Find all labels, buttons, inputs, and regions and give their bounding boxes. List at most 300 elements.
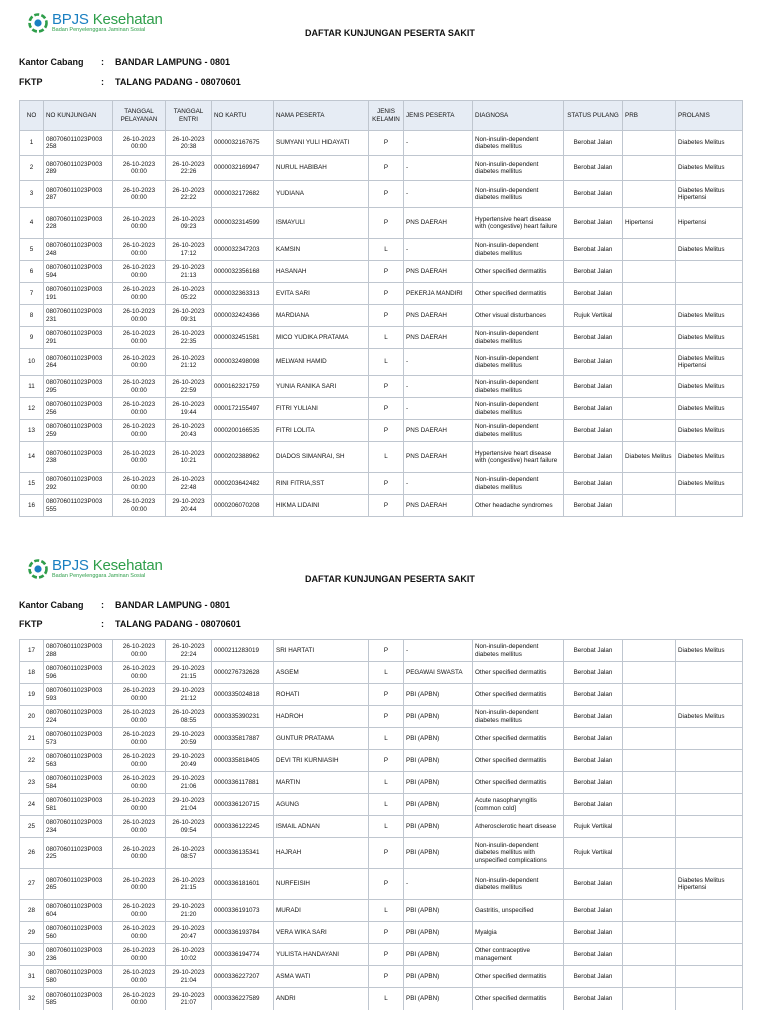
cell-status-pulang: Berobat Jalan [564, 376, 623, 398]
cell-no-kartu: 0000032167675 [212, 131, 274, 156]
table-row [20, 838, 743, 869]
cell-prolanis [676, 988, 743, 1010]
cell-nama-peserta: ISMAYULI [274, 208, 369, 239]
cell-no-kunjungan: 080706011023P003 264 [44, 349, 113, 376]
table-row [20, 208, 743, 239]
cell-diagnosa: Gastritis, unspecified [473, 900, 564, 922]
cell-nama-peserta: DEVI TRI KURNIASIH [274, 750, 369, 772]
cell-no-kartu: 0000202388962 [212, 442, 274, 473]
table-row [20, 376, 743, 398]
cell-no: 30 [20, 944, 44, 966]
cell-prb [623, 473, 676, 495]
cell-no-kartu: 0000032451581 [212, 327, 274, 349]
cell-prb [623, 283, 676, 305]
kantor-cabang-value: BANDAR LAMPUNG - 0801 [115, 600, 231, 610]
cell-nama-peserta: AGUNG [274, 794, 369, 816]
cell-no: 32 [20, 988, 44, 1010]
col-header-jenis-peserta: JENIS PESERTA [404, 101, 473, 131]
cell-tanggal-entri: 29-10-2023 21:04 [166, 794, 212, 816]
cell-jenis-kelamin: P [369, 261, 404, 283]
cell-prolanis [676, 662, 743, 684]
cell-prb [623, 684, 676, 706]
cell-no-kunjungan: 080706011023P003 295 [44, 376, 113, 398]
kantor-cabang-value: BANDAR LAMPUNG - 0801 [115, 57, 231, 67]
cell-no-kartu: 0000335024818 [212, 684, 274, 706]
cell-status-pulang: Berobat Jalan [564, 208, 623, 239]
cell-diagnosa: Hypertensive heart disease with (congestive) heart failure [473, 208, 564, 239]
cell-no: 1 [20, 131, 44, 156]
table-row [20, 420, 743, 442]
table-row [20, 239, 743, 261]
logo-kesehatan-text: Kesehatan [92, 11, 163, 28]
cell-nama-peserta: YUNIA RANIKA SARI [274, 376, 369, 398]
cell-diagnosa: Non-insulin-dependent diabetes mellitus [473, 376, 564, 398]
cell-no: 13 [20, 420, 44, 442]
cell-jenis-peserta: PBI (APBN) [404, 706, 473, 728]
cell-no-kartu: 0000335817887 [212, 728, 274, 750]
cell-jenis-kelamin: P [369, 838, 404, 869]
cell-no: 25 [20, 816, 44, 838]
fktp-line [19, 619, 241, 629]
logo-subtitle: Badan Penyelenggara Jaminan Sosial [52, 27, 146, 33]
cell-tanggal-entri: 26-10-2023 17:12 [166, 239, 212, 261]
cell-diagnosa: Non-insulin-dependent diabetes mellitus [473, 349, 564, 376]
document-title: DAFTAR KUNJUNGAN PESERTA SAKIT [305, 574, 475, 584]
cell-no: 26 [20, 838, 44, 869]
table-row [20, 305, 743, 327]
cell-status-pulang: Berobat Jalan [564, 181, 623, 208]
cell-prolanis: Diabetes Melitus [676, 156, 743, 181]
cell-jenis-peserta: PBI (APBN) [404, 794, 473, 816]
cell-no-kunjungan: 080706011023P003 560 [44, 922, 113, 944]
cell-nama-peserta: GUNTUR PRATAMA [274, 728, 369, 750]
cell-tanggal-pelayanan: 26-10-2023 00:00 [113, 922, 166, 944]
cell-jenis-kelamin: P [369, 706, 404, 728]
kantor-cabang-line [19, 57, 230, 67]
fktp-sep: : [101, 77, 104, 87]
cell-tanggal-pelayanan: 26-10-2023 00:00 [113, 794, 166, 816]
cell-nama-peserta: FITRI YULIANI [274, 398, 369, 420]
cell-jenis-peserta: PEGAWAI SWASTA [404, 662, 473, 684]
fktp-line [19, 77, 241, 87]
col-header-no: NO [20, 101, 44, 131]
cell-jenis-kelamin: P [369, 640, 404, 662]
cell-jenis-peserta: PBI (APBN) [404, 900, 473, 922]
cell-no-kartu: 0000336181601 [212, 869, 274, 900]
cell-tanggal-entri: 26-10-2023 09:23 [166, 208, 212, 239]
cell-diagnosa: Other contraceptive management [473, 944, 564, 966]
table-body-page-1 [20, 131, 743, 517]
cell-jenis-kelamin: P [369, 208, 404, 239]
cell-prolanis [676, 283, 743, 305]
cell-no-kartu: 0000162321759 [212, 376, 274, 398]
cell-nama-peserta: EVITA SARI [274, 283, 369, 305]
cell-no: 12 [20, 398, 44, 420]
cell-no: 23 [20, 772, 44, 794]
cell-jenis-kelamin: L [369, 900, 404, 922]
cell-jenis-kelamin: P [369, 283, 404, 305]
cell-prb [623, 131, 676, 156]
cell-no-kunjungan: 080706011023P003 238 [44, 442, 113, 473]
cell-prolanis: Diabetes Melitus [676, 706, 743, 728]
table-body-page-2 [20, 640, 743, 1010]
cell-no-kartu: 0000276732628 [212, 662, 274, 684]
cell-tanggal-pelayanan: 26-10-2023 00:00 [113, 944, 166, 966]
table-row [20, 495, 743, 517]
cell-tanggal-pelayanan: 26-10-2023 00:00 [113, 966, 166, 988]
cell-no-kartu: 0000032424366 [212, 305, 274, 327]
cell-prb [623, 706, 676, 728]
cell-jenis-peserta: PBI (APBN) [404, 684, 473, 706]
cell-jenis-kelamin: L [369, 239, 404, 261]
cell-tanggal-pelayanan: 26-10-2023 00:00 [113, 208, 166, 239]
cell-jenis-kelamin: P [369, 944, 404, 966]
cell-tanggal-pelayanan: 26-10-2023 00:00 [113, 816, 166, 838]
cell-nama-peserta: NURUL HABIBAH [274, 156, 369, 181]
cell-nama-peserta: MARTIN [274, 772, 369, 794]
cell-no-kunjungan: 080706011023P003 265 [44, 869, 113, 900]
kantor-cabang-line [19, 600, 230, 610]
cell-status-pulang: Berobat Jalan [564, 966, 623, 988]
cell-no-kunjungan: 080706011023P003 585 [44, 988, 113, 1010]
cell-diagnosa: Non-insulin-dependent diabetes mellitus [473, 640, 564, 662]
cell-status-pulang: Berobat Jalan [564, 349, 623, 376]
cell-jenis-kelamin: P [369, 684, 404, 706]
cell-status-pulang: Berobat Jalan [564, 327, 623, 349]
cell-diagnosa: Other visual disturbances [473, 305, 564, 327]
cell-diagnosa: Non-insulin-dependent diabetes mellitus [473, 239, 564, 261]
cell-nama-peserta: KAMSIN [274, 239, 369, 261]
cell-no-kartu: 0000203642482 [212, 473, 274, 495]
cell-jenis-kelamin: L [369, 442, 404, 473]
cell-prb [623, 922, 676, 944]
cell-tanggal-entri: 26-10-2023 21:12 [166, 349, 212, 376]
cell-diagnosa: Atherosclerotic heart disease [473, 816, 564, 838]
cell-tanggal-pelayanan: 26-10-2023 00:00 [113, 706, 166, 728]
cell-prolanis [676, 816, 743, 838]
cell-tanggal-pelayanan: 26-10-2023 00:00 [113, 239, 166, 261]
cell-diagnosa: Other specified dermatitis [473, 283, 564, 305]
cell-tanggal-pelayanan: 26-10-2023 00:00 [113, 442, 166, 473]
cell-diagnosa: Non-insulin-dependent diabetes mellitus [473, 327, 564, 349]
cell-no-kunjungan: 080706011023P003 234 [44, 816, 113, 838]
cell-nama-peserta: ROHATI [274, 684, 369, 706]
cell-prb [623, 420, 676, 442]
cell-tanggal-entri: 29-10-2023 21:20 [166, 900, 212, 922]
cell-tanggal-entri: 26-10-2023 22:35 [166, 327, 212, 349]
cell-jenis-peserta: - [404, 239, 473, 261]
cell-no-kunjungan: 080706011023P003 231 [44, 305, 113, 327]
cell-no: 19 [20, 684, 44, 706]
cell-status-pulang: Berobat Jalan [564, 662, 623, 684]
cell-tanggal-pelayanan: 26-10-2023 00:00 [113, 181, 166, 208]
cell-jenis-kelamin: P [369, 305, 404, 327]
cell-diagnosa: Other specified dermatitis [473, 966, 564, 988]
cell-tanggal-entri: 26-10-2023 22:26 [166, 156, 212, 181]
cell-status-pulang: Berobat Jalan [564, 684, 623, 706]
cell-no: 9 [20, 327, 44, 349]
fktp-sep: : [101, 619, 104, 629]
cell-status-pulang: Berobat Jalan [564, 239, 623, 261]
cell-tanggal-entri: 26-10-2023 20:38 [166, 131, 212, 156]
cell-tanggal-pelayanan: 26-10-2023 00:00 [113, 728, 166, 750]
table-row [20, 349, 743, 376]
cell-status-pulang: Berobat Jalan [564, 869, 623, 900]
cell-no: 27 [20, 869, 44, 900]
cell-tanggal-entri: 29-10-2023 20:49 [166, 750, 212, 772]
cell-no: 24 [20, 794, 44, 816]
cell-prolanis [676, 750, 743, 772]
col-header-nama-peserta: NAMA PESERTA [274, 101, 369, 131]
cell-jenis-kelamin: L [369, 794, 404, 816]
cell-diagnosa: Non-insulin-dependent diabetes mellitus [473, 131, 564, 156]
cell-no-kunjungan: 080706011023P003 555 [44, 495, 113, 517]
cell-status-pulang: Berobat Jalan [564, 922, 623, 944]
cell-diagnosa: Myalgia [473, 922, 564, 944]
cell-diagnosa: Other specified dermatitis [473, 772, 564, 794]
cell-diagnosa: Other specified dermatitis [473, 728, 564, 750]
table-row [20, 442, 743, 473]
cell-tanggal-entri: 26-10-2023 22:22 [166, 181, 212, 208]
cell-prolanis: Diabetes Melitus [676, 640, 743, 662]
cell-nama-peserta: ASMA WATI [274, 966, 369, 988]
cell-prolanis: Diabetes Melitus [676, 398, 743, 420]
cell-nama-peserta: YUDIANA [274, 181, 369, 208]
cell-no-kartu: 0000336194774 [212, 944, 274, 966]
cell-jenis-kelamin: P [369, 750, 404, 772]
cell-diagnosa: Non-insulin-dependent diabetes mellitus [473, 869, 564, 900]
cell-status-pulang: Berobat Jalan [564, 473, 623, 495]
cell-jenis-peserta: - [404, 181, 473, 208]
cell-status-pulang: Berobat Jalan [564, 772, 623, 794]
cell-nama-peserta: FITRI LOLITA [274, 420, 369, 442]
table-row [20, 131, 743, 156]
cell-no-kartu: 0000032363313 [212, 283, 274, 305]
cell-tanggal-pelayanan: 26-10-2023 00:00 [113, 283, 166, 305]
cell-tanggal-pelayanan: 26-10-2023 00:00 [113, 376, 166, 398]
cell-prolanis: Diabetes Melitus Hipertensi [676, 869, 743, 900]
cell-no-kartu: 0000336122245 [212, 816, 274, 838]
cell-jenis-peserta: PNS DAERAH [404, 442, 473, 473]
cell-nama-peserta: YULISTA HANDAYANI [274, 944, 369, 966]
cell-jenis-peserta: PBI (APBN) [404, 728, 473, 750]
cell-tanggal-entri: 26-10-2023 21:15 [166, 869, 212, 900]
cell-no: 4 [20, 208, 44, 239]
cell-no-kunjungan: 080706011023P003 258 [44, 131, 113, 156]
cell-status-pulang: Berobat Jalan [564, 944, 623, 966]
cell-jenis-peserta: PBI (APBN) [404, 838, 473, 869]
col-header-jenis-kelamin: JENIS KELAMIN [369, 101, 404, 131]
kantor-cabang-label: Kantor Cabang [19, 57, 84, 67]
cell-jenis-kelamin: P [369, 966, 404, 988]
cell-nama-peserta: ISMAIL ADNAN [274, 816, 369, 838]
cell-jenis-kelamin: P [369, 473, 404, 495]
col-header-no-kartu: NO KARTU [212, 101, 274, 131]
cell-no: 28 [20, 900, 44, 922]
cell-tanggal-pelayanan: 26-10-2023 00:00 [113, 988, 166, 1010]
cell-jenis-peserta: PBI (APBN) [404, 966, 473, 988]
cell-tanggal-pelayanan: 26-10-2023 00:00 [113, 398, 166, 420]
cell-tanggal-pelayanan: 26-10-2023 00:00 [113, 772, 166, 794]
cell-nama-peserta: VERA WIKA SARI [274, 922, 369, 944]
cell-prolanis: Diabetes Melitus [676, 131, 743, 156]
cell-jenis-peserta: PBI (APBN) [404, 922, 473, 944]
cell-no-kunjungan: 080706011023P003 291 [44, 327, 113, 349]
cell-no-kartu: 0000032347203 [212, 239, 274, 261]
cell-jenis-peserta: - [404, 869, 473, 900]
cell-jenis-peserta: PBI (APBN) [404, 944, 473, 966]
cell-tanggal-entri: 26-10-2023 08:55 [166, 706, 212, 728]
cell-jenis-peserta: - [404, 398, 473, 420]
table-row [20, 988, 743, 1010]
table-row [20, 869, 743, 900]
cell-no-kartu: 0000336135341 [212, 838, 274, 869]
cell-jenis-kelamin: P [369, 398, 404, 420]
cell-jenis-peserta: PNS DAERAH [404, 305, 473, 327]
logo-bpjs-text: BPJS [52, 11, 89, 28]
cell-tanggal-pelayanan: 26-10-2023 00:00 [113, 420, 166, 442]
cell-jenis-kelamin: L [369, 662, 404, 684]
cell-no: 6 [20, 261, 44, 283]
cell-nama-peserta: MICO YUDIKA PRATAMA [274, 327, 369, 349]
table-row [20, 398, 743, 420]
cell-status-pulang: Berobat Jalan [564, 261, 623, 283]
fktp-label: FKTP [19, 77, 43, 87]
cell-tanggal-entri: 29-10-2023 20:47 [166, 922, 212, 944]
cell-prolanis [676, 728, 743, 750]
cell-no-kunjungan: 080706011023P003 593 [44, 684, 113, 706]
cell-no: 18 [20, 662, 44, 684]
cell-no-kunjungan: 080706011023P003 287 [44, 181, 113, 208]
cell-jenis-kelamin: P [369, 181, 404, 208]
cell-prolanis: Diabetes Melitus [676, 420, 743, 442]
cell-nama-peserta: ASGEM [274, 662, 369, 684]
bpjs-logo [28, 558, 163, 580]
cell-no-kunjungan: 080706011023P003 225 [44, 838, 113, 869]
cell-no-kunjungan: 080706011023P003 594 [44, 261, 113, 283]
cell-diagnosa: Non-insulin-dependent diabetes mellitus [473, 398, 564, 420]
cell-no: 20 [20, 706, 44, 728]
logo-subtitle: Badan Penyelenggara Jaminan Sosial [52, 573, 146, 579]
cell-jenis-kelamin: L [369, 816, 404, 838]
cell-tanggal-entri: 29-10-2023 21:04 [166, 966, 212, 988]
cell-no-kunjungan: 080706011023P003 581 [44, 794, 113, 816]
col-header-prb: PRB [623, 101, 676, 131]
cell-status-pulang: Berobat Jalan [564, 988, 623, 1010]
bpjs-logo-icon [28, 13, 48, 33]
cell-tanggal-entri: 29-10-2023 21:13 [166, 261, 212, 283]
table-row [20, 944, 743, 966]
cell-jenis-peserta: PEKERJA MANDIRI [404, 283, 473, 305]
cell-tanggal-pelayanan: 26-10-2023 00:00 [113, 838, 166, 869]
fktp-value: TALANG PADANG - 08070601 [115, 619, 241, 629]
cell-prb [623, 261, 676, 283]
cell-prolanis: Diabetes Melitus [676, 305, 743, 327]
cell-jenis-kelamin: P [369, 376, 404, 398]
cell-no-kunjungan: 080706011023P003 248 [44, 239, 113, 261]
cell-tanggal-pelayanan: 26-10-2023 00:00 [113, 750, 166, 772]
cell-diagnosa: Non-insulin-dependent diabetes mellitus [473, 706, 564, 728]
cell-no-kunjungan: 080706011023P003 573 [44, 728, 113, 750]
cell-tanggal-entri: 29-10-2023 21:15 [166, 662, 212, 684]
cell-prb [623, 156, 676, 181]
cell-tanggal-entri: 29-10-2023 20:59 [166, 728, 212, 750]
cell-prb [623, 239, 676, 261]
table-row [20, 327, 743, 349]
cell-jenis-kelamin: P [369, 131, 404, 156]
cell-no: 11 [20, 376, 44, 398]
cell-diagnosa: Non-insulin-dependent diabetes mellitus with unspecified complications [473, 838, 564, 869]
cell-no: 2 [20, 156, 44, 181]
cell-prolanis [676, 495, 743, 517]
cell-jenis-peserta: PNS DAERAH [404, 420, 473, 442]
cell-no-kunjungan: 080706011023P003 289 [44, 156, 113, 181]
cell-prb [623, 772, 676, 794]
cell-prb [623, 794, 676, 816]
cell-diagnosa: Non-insulin-dependent diabetes mellitus [473, 181, 564, 208]
bpjs-logo [28, 12, 163, 34]
cell-status-pulang: Berobat Jalan [564, 398, 623, 420]
cell-no-kunjungan: 080706011023P003 580 [44, 966, 113, 988]
cell-prb [623, 900, 676, 922]
cell-tanggal-pelayanan: 26-10-2023 00:00 [113, 473, 166, 495]
cell-status-pulang: Berobat Jalan [564, 794, 623, 816]
cell-tanggal-entri: 26-10-2023 10:02 [166, 944, 212, 966]
fktp-value: TALANG PADANG - 08070601 [115, 77, 241, 87]
cell-prolanis [676, 900, 743, 922]
cell-no: 10 [20, 349, 44, 376]
cell-no-kartu: 0000335818405 [212, 750, 274, 772]
cell-no-kunjungan: 080706011023P003 191 [44, 283, 113, 305]
cell-prolanis [676, 922, 743, 944]
cell-prb [623, 640, 676, 662]
cell-tanggal-entri: 26-10-2023 22:48 [166, 473, 212, 495]
cell-prolanis [676, 966, 743, 988]
cell-prb [623, 349, 676, 376]
cell-jenis-peserta: - [404, 473, 473, 495]
cell-diagnosa: Acute nasopharyngitis [common cold] [473, 794, 564, 816]
cell-tanggal-pelayanan: 26-10-2023 00:00 [113, 662, 166, 684]
cell-no-kartu: 0000032314599 [212, 208, 274, 239]
cell-jenis-peserta: - [404, 640, 473, 662]
cell-no: 31 [20, 966, 44, 988]
cell-no-kunjungan: 080706011023P003 228 [44, 208, 113, 239]
cell-nama-peserta: RINI FITRIA,SST [274, 473, 369, 495]
cell-no-kartu: 0000206070208 [212, 495, 274, 517]
table-row [20, 966, 743, 988]
cell-no: 15 [20, 473, 44, 495]
cell-tanggal-entri: 26-10-2023 08:57 [166, 838, 212, 869]
table-row [20, 706, 743, 728]
cell-no-kunjungan: 080706011023P003 292 [44, 473, 113, 495]
cell-nama-peserta: MARDIANA [274, 305, 369, 327]
table-row [20, 261, 743, 283]
cell-jenis-kelamin: L [369, 772, 404, 794]
cell-diagnosa: Other headache syndromes [473, 495, 564, 517]
cell-diagnosa: Other specified dermatitis [473, 684, 564, 706]
cell-diagnosa: Hypertensive heart disease with (congestive) heart failure [473, 442, 564, 473]
cell-prolanis [676, 772, 743, 794]
logo-bpjs-text: BPJS [52, 557, 89, 574]
cell-no: 8 [20, 305, 44, 327]
cell-prb: Hipertensi [623, 208, 676, 239]
cell-no-kartu: 0000032169947 [212, 156, 274, 181]
cell-no-kunjungan: 080706011023P003 256 [44, 398, 113, 420]
cell-status-pulang: Berobat Jalan [564, 640, 623, 662]
cell-no: 29 [20, 922, 44, 944]
cell-tanggal-pelayanan: 26-10-2023 00:00 [113, 156, 166, 181]
cell-nama-peserta: MURADI [274, 900, 369, 922]
